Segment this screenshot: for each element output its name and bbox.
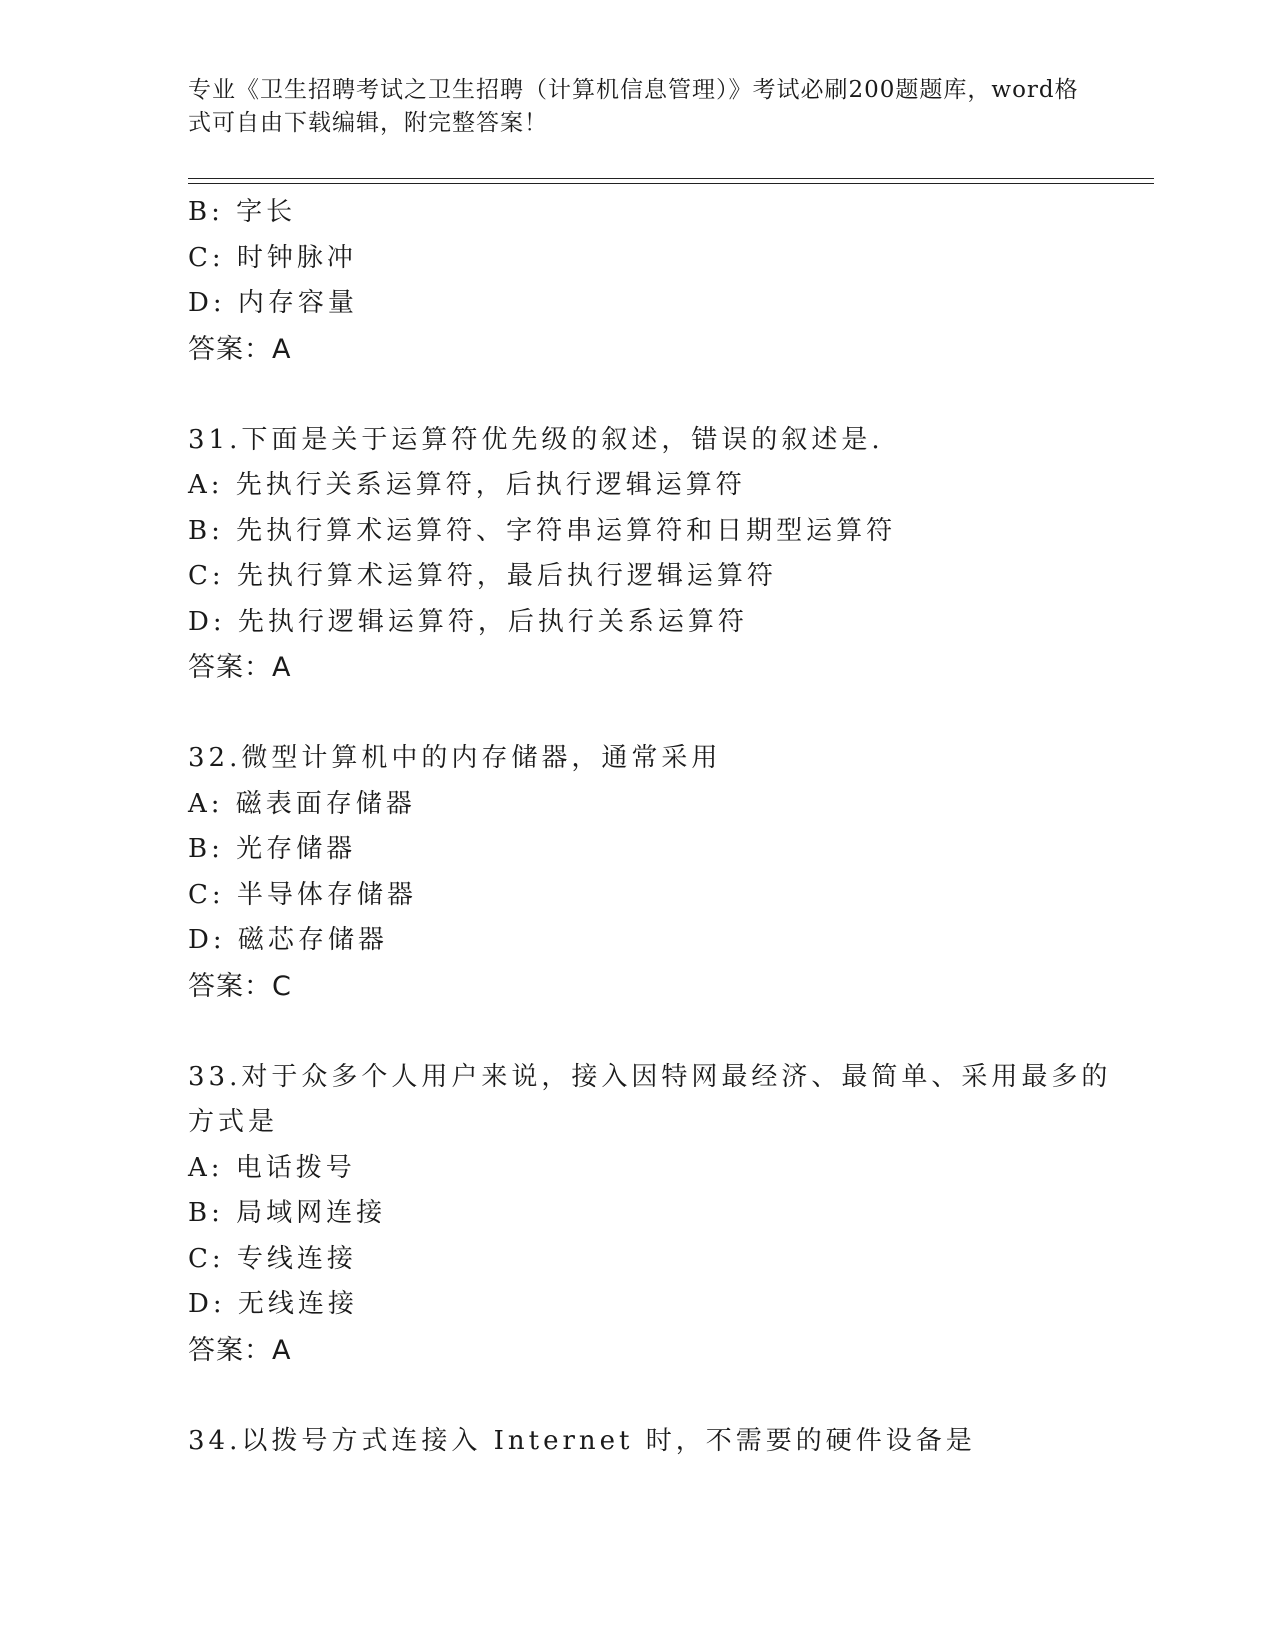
question-stem-line-2: 方式是 bbox=[188, 1107, 279, 1137]
question-34 bbox=[188, 1419, 1148, 1465]
document-header: 专业《卫生招聘考试之卫生招聘（计算机信息管理）》考试必刷200题题库，word格式可自由下载编辑，附完整答案！ bbox=[188, 77, 1079, 136]
option-a: A: 先执行关系运算符，后执行逻辑运算符 bbox=[188, 470, 746, 500]
option-a: A: 磁表面存储器 bbox=[188, 788, 416, 819]
option-d: D: 磁芯存储器 bbox=[188, 925, 388, 955]
answer-line: 答案：A bbox=[188, 1334, 292, 1366]
option-b: B: 局域网连接 bbox=[188, 1198, 387, 1228]
question-33 bbox=[188, 1055, 1148, 1374]
option-d: D: 先执行逻辑运算符，后执行关系运算符 bbox=[188, 606, 748, 637]
option-c: C: 专线连接 bbox=[188, 1243, 357, 1274]
option-c: C: 半导体存储器 bbox=[188, 879, 417, 910]
option-c: C: 时钟脉冲 bbox=[188, 242, 357, 273]
answer-line: 答案：C bbox=[188, 970, 292, 1002]
header-divider bbox=[188, 178, 1154, 184]
option-d: D: 无线连接 bbox=[188, 1289, 358, 1319]
option-a: A: 电话拨号 bbox=[188, 1152, 356, 1183]
option-b: B: 字长 bbox=[188, 197, 297, 227]
question-30-tail bbox=[188, 190, 1148, 372]
option-b: B: 先执行算术运算符、字符串运算符和日期型运算符 bbox=[188, 515, 897, 546]
spacer bbox=[188, 1373, 1148, 1419]
question-stem-line-1: 33.对于众多个人用户来说，接入因特网最经济、最简单、采用最多的 bbox=[188, 1061, 1112, 1092]
option-c: C: 先执行算术运算符，最后执行逻辑运算符 bbox=[188, 561, 777, 591]
answer-line: 答案：A bbox=[188, 333, 292, 365]
question-stem: 34.以拨号方式连接入 Internet 时，不需要的硬件设备是 bbox=[188, 1425, 976, 1456]
question-stem: 32.微型计算机中的内存储器，通常采用 bbox=[188, 743, 722, 773]
answer-line: 答案：A bbox=[188, 652, 292, 683]
question-32 bbox=[188, 736, 1148, 1009]
spacer bbox=[188, 1009, 1148, 1055]
option-d: D: 内存容量 bbox=[188, 288, 358, 318]
question-list bbox=[188, 190, 1148, 1464]
question-stem: 31.下面是关于运算符优先级的叙述，错误的叙述是. bbox=[188, 424, 884, 455]
option-b: B: 光存储器 bbox=[188, 834, 357, 864]
spacer bbox=[188, 372, 1148, 418]
spacer bbox=[188, 691, 1148, 737]
question-31 bbox=[188, 418, 1148, 691]
